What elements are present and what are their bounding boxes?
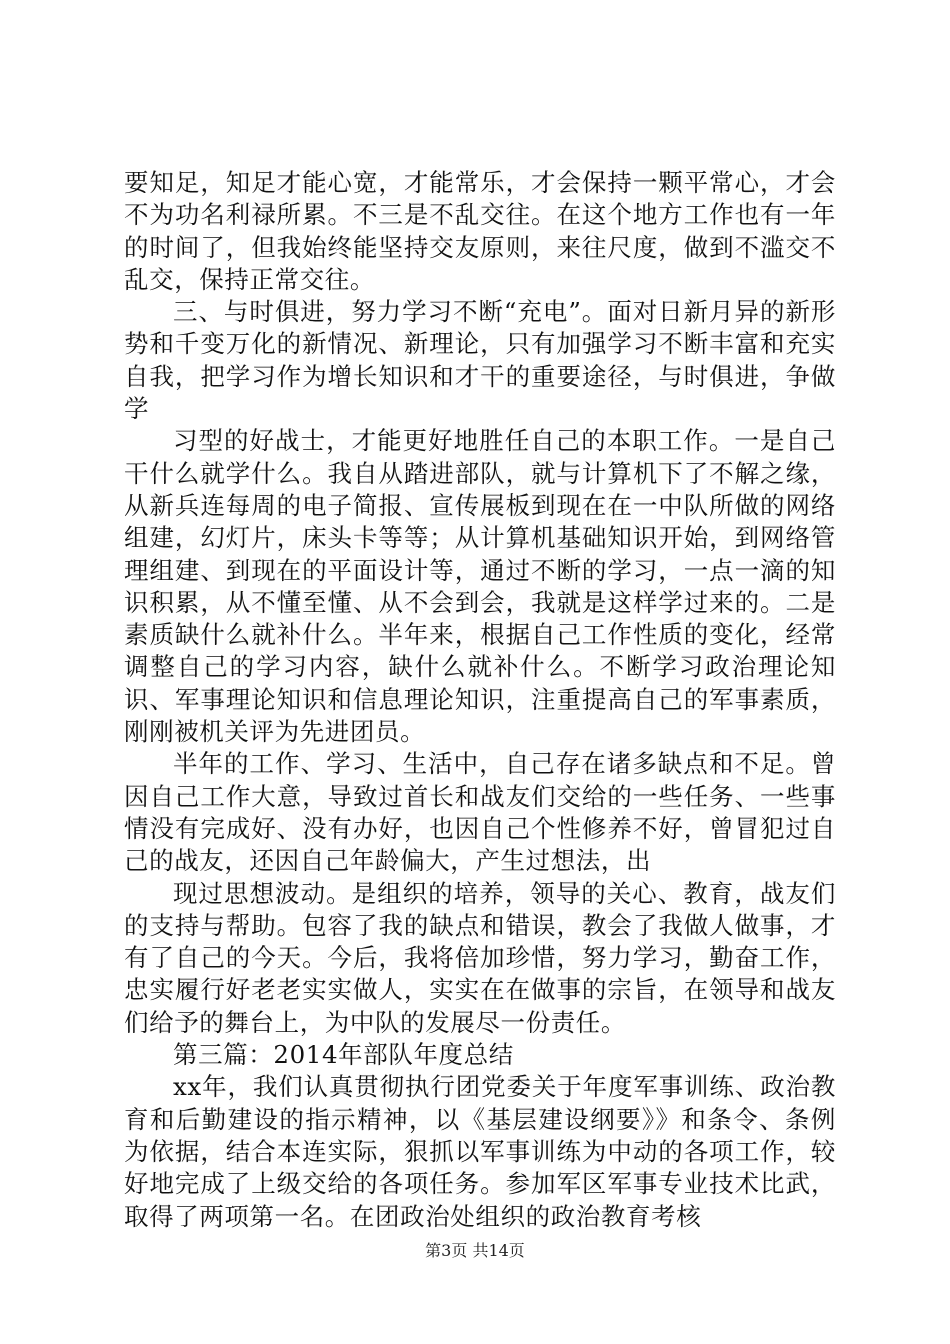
page-footer: 第3页 共14页 — [425, 1241, 525, 1260]
paragraph-2: 三、与时俱进，努力学习不断“充电”。面对日新月异的新形势和千变万化的新情况、新理论，只有加强学习不断丰富和充实自我，把学习作为增长知识和才干的重要途径，与时俱进，争做学 — [124, 297, 836, 424]
paragraph-1: 要知足，知足才能心宽，才能常乐，才会保持一颗平常心，才会不为功名利禄所累。不三是不乱交往。在这个地方工作也有一年的时间了，但我始终能坚持交友原则，来往尺度，做到不滥交不乱交，保持正常交往。 — [124, 168, 836, 294]
paragraph-6: xx年，我们认真贯彻执行团党委关于年度军事训练、政治教育和后勤建设的指示精神，以《基层建设纲要》》和条令、条例为依据，结合本连实际，狠抓以军事训练为中动的各项工作，较好地完成了上级交给的各项任务。参加军区军事专业技术比武，取得了两项第一名。在团政治处组织的政治教育考核 — [124, 1072, 836, 1231]
paragraph-5: 现过思想波动。是组织的培养，领导的关心、教育，战友们的支持与帮助。包容了我的缺点和错误，教会了我做人做事，才有了自己的今天。今后，我将倍加珍惜，努力学习，勤奋工作，忠实履行好老老实实做人，实实在在做事的宗旨，在领导和战友们给予的舞台上，为中队的发展尽一份责任。 — [124, 878, 836, 1037]
section-heading: 第三篇：2014年部队年度总结 — [173, 1040, 514, 1070]
paragraph-3: 习型的好战士，才能更好地胜任自己的本职工作。一是自己干什么就学什么。我自从踏进部队，就与计算机下了不解之缘，从新兵连每周的电子简报、宣传展板到现在在一中队所做的网络组建，幻灯片，床头卡等等；从计算机基础知识开始，到网络管理组建、到现在的平面设计等，通过不断的学习，一点一滴的知识积累，从不懂至懂、从不会到会，我就是这样学过来的。二是素质缺什么就补什么。半年来，根据自己工作性质的变化，经常调整自己的学习内容，缺什么就补什么。不断学习政治理论知识、军事理论知识和信息理论知识，注重提高自己的军事素质，刚刚被机关评为先进团员。 — [124, 426, 836, 747]
paragraph-4: 半年的工作、学习、生活中，自己存在诸多缺点和不足。曾因自己工作大意，导致过首长和战友们交给的一些任务、一些事情没有完成好、没有办好，也因自己个性修养不好，曾冒犯过自己的战友，还因自己年龄偏大，产生过想法，出 — [124, 749, 836, 876]
document-body — [124, 167, 836, 1233]
